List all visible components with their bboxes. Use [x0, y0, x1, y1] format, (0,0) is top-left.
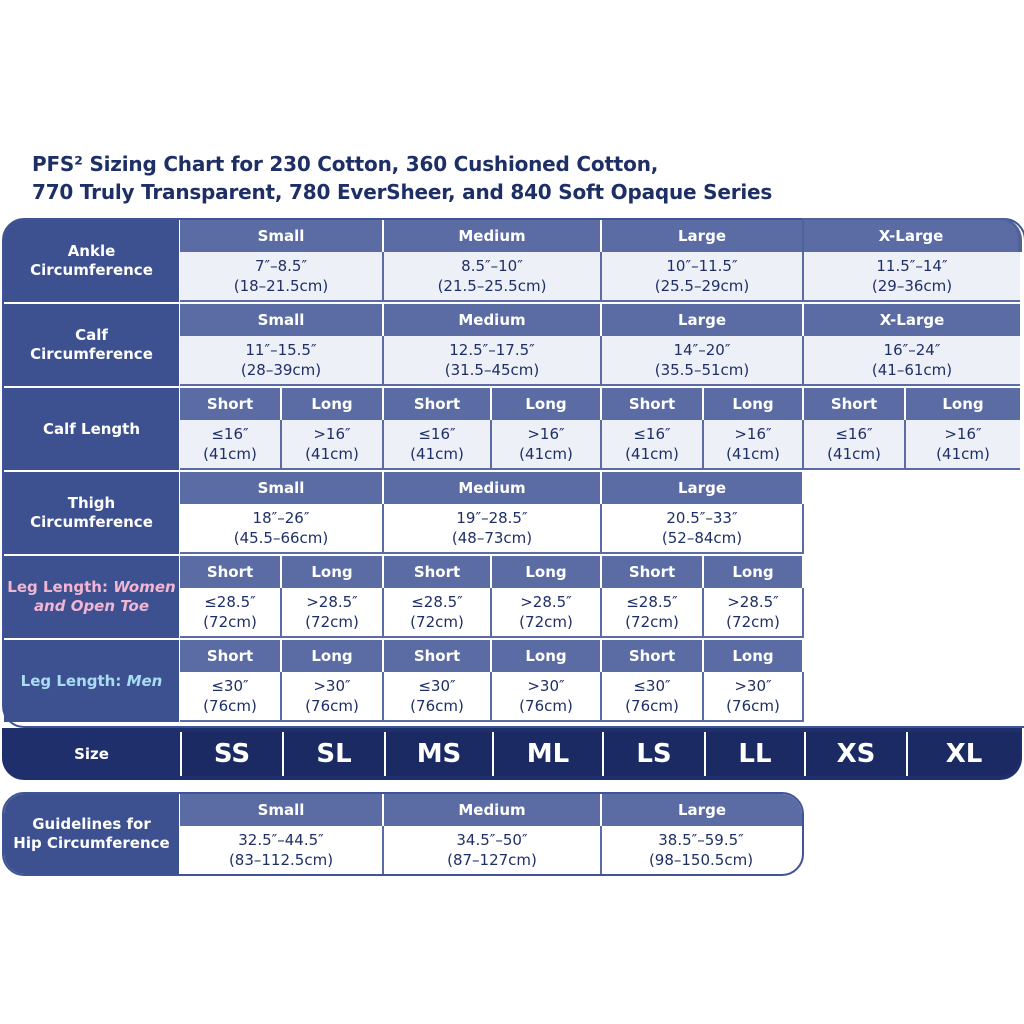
leg-women-header-3: Short: [384, 556, 490, 588]
leg-women-6-cm: (72cm): [726, 613, 780, 631]
calf-medium-cm: (31.5–45cm): [444, 361, 540, 379]
calf-length-header-medium-short: Short: [384, 388, 490, 420]
hip-header-large: Large: [602, 794, 802, 826]
ankle-xlarge-in: 11.5″–14″: [876, 257, 948, 275]
size-code-ll: LL: [704, 732, 804, 776]
calf-label-line-2: Circumference: [30, 345, 153, 363]
calf-length-3-in: ≤16″: [418, 425, 456, 443]
calf-length-value-1: [180, 420, 282, 470]
leg-men-2-in: >30″: [313, 677, 351, 695]
thigh-value-small: [180, 504, 384, 554]
ankle-small-in: 7″–8.5″: [254, 257, 308, 275]
calf-length-6-cm: (41cm): [726, 445, 780, 463]
ankle-value-large: [602, 252, 804, 302]
calf-length-value-2: [282, 420, 384, 470]
calf-length-header-small-short: Short: [180, 388, 280, 420]
calf-xlarge-in: 16″–24″: [883, 341, 941, 359]
hip-large-cm: (98–150.5cm): [648, 851, 754, 869]
leg-men-value-3: [384, 672, 492, 722]
leg-women-1-cm: (72cm): [203, 613, 257, 631]
calf-header-xlarge: X-Large: [804, 304, 1020, 336]
thigh-small-cm: (45.5–66cm): [233, 529, 329, 547]
calf-length-label: Calf Length: [42, 419, 141, 438]
leg-men-label-italic: Men: [126, 671, 163, 690]
calf-value-medium: [384, 336, 602, 386]
ankle-large-in: 10″–11.5″: [666, 257, 738, 275]
thigh-medium-cm: (48–73cm): [451, 529, 533, 547]
ankle-row-label: [4, 220, 179, 304]
ankle-header-large: Large: [602, 220, 802, 252]
calf-length-value-4: [492, 420, 602, 470]
calf-small-in: 11″–15.5″: [245, 341, 317, 359]
thigh-medium-in: 19″–28.5″: [456, 509, 528, 527]
calf-large-cm: (35.5–51cm): [654, 361, 750, 379]
leg-women-header-4: Long: [492, 556, 600, 588]
leg-women-3-in: ≤28.5″: [411, 593, 463, 611]
calf-medium-in: 12.5″–17.5″: [449, 341, 535, 359]
chart-title-line-2: 770 Truly Transparent, 780 EverSheer, and 840 Soft Opaque Series: [32, 180, 773, 204]
ankle-large-cm: (25.5–29cm): [654, 277, 750, 295]
leg-women-header-5: Short: [602, 556, 702, 588]
ankle-value-medium: [384, 252, 602, 302]
thigh-value-medium: [384, 504, 602, 554]
hip-header-medium: Medium: [384, 794, 600, 826]
calf-large-in: 14″–20″: [673, 341, 731, 359]
leg-length-men-row-label: [4, 640, 179, 722]
thigh-row-label: [4, 472, 179, 556]
calf-header-large: Large: [602, 304, 802, 336]
calf-length-header-large-long: Long: [704, 388, 802, 420]
calf-length-value-7: [804, 420, 906, 470]
calf-length-6-in: >16″: [734, 425, 772, 443]
leg-women-2-in: >28.5″: [306, 593, 358, 611]
leg-men-header-5: Short: [602, 640, 702, 672]
calf-length-7-cm: (41cm): [827, 445, 881, 463]
leg-men-value-1: [180, 672, 282, 722]
ankle-header-small: Small: [180, 220, 382, 252]
leg-men-header-6: Long: [704, 640, 802, 672]
size-label: Size: [74, 745, 109, 763]
calf-length-8-cm: (41cm): [936, 445, 990, 463]
calf-length-value-6: [704, 420, 804, 470]
leg-men-1-cm: (76cm): [203, 697, 257, 715]
thigh-label-line-2: Circumference: [30, 513, 153, 531]
leg-women-6-in: >28.5″: [727, 593, 779, 611]
thigh-header-small: Small: [180, 472, 382, 504]
size-code-ms: MS: [384, 732, 492, 776]
calf-header-small: Small: [180, 304, 382, 336]
leg-women-4-cm: (72cm): [519, 613, 573, 631]
calf-length-1-in: ≤16″: [211, 425, 249, 443]
calf-small-cm: (28–39cm): [240, 361, 322, 379]
leg-men-3-in: ≤30″: [418, 677, 456, 695]
thigh-small-in: 18″–26″: [252, 509, 310, 527]
calf-label-line-1: Calf: [75, 326, 108, 344]
thigh-header-large: Large: [602, 472, 802, 504]
ankle-header-xlarge: X-Large: [804, 220, 1018, 252]
calf-length-header-large-short: Short: [602, 388, 702, 420]
leg-men-4-in: >30″: [527, 677, 565, 695]
leg-women-5-in: ≤28.5″: [626, 593, 678, 611]
leg-men-value-2: [282, 672, 384, 722]
size-code-ml: ML: [492, 732, 602, 776]
calf-row-label: [4, 304, 179, 388]
leg-women-header-1: Short: [180, 556, 280, 588]
ankle-value-small: [180, 252, 384, 302]
calf-length-value-5: [602, 420, 704, 470]
leg-men-5-cm: (76cm): [625, 697, 679, 715]
leg-women-value-5: [602, 588, 704, 638]
leg-women-value-1: [180, 588, 282, 638]
thigh-value-large: [602, 504, 804, 554]
calf-value-large: [602, 336, 804, 386]
size-code-xs: XS: [804, 732, 906, 776]
leg-men-5-in: ≤30″: [633, 677, 671, 695]
calf-xlarge-cm: (41–61cm): [871, 361, 953, 379]
calf-length-3-cm: (41cm): [410, 445, 464, 463]
leg-women-value-2: [282, 588, 384, 638]
ankle-xlarge-cm: (29–36cm): [871, 277, 953, 295]
leg-women-value-4: [492, 588, 602, 638]
leg-men-6-in: >30″: [734, 677, 772, 695]
leg-women-3-cm: (72cm): [410, 613, 464, 631]
leg-women-value-6: [704, 588, 804, 638]
ankle-medium-in: 8.5″–10″: [461, 257, 523, 275]
hip-value-medium: [384, 826, 602, 874]
calf-length-header-xlarge-long: Long: [906, 388, 1020, 420]
calf-value-small: [180, 336, 384, 386]
leg-men-2-cm: (76cm): [305, 697, 359, 715]
hip-medium-cm: (87–127cm): [447, 851, 537, 869]
ankle-value-xlarge: [804, 252, 1020, 302]
leg-men-header-2: Long: [282, 640, 382, 672]
leg-men-value-5: [602, 672, 704, 722]
leg-men-1-in: ≤30″: [211, 677, 249, 695]
calf-length-5-cm: (41cm): [625, 445, 679, 463]
ankle-header-medium: Medium: [384, 220, 600, 252]
calf-length-value-8: [906, 420, 1020, 470]
calf-length-header-xlarge-short: Short: [804, 388, 904, 420]
ankle-medium-cm: (21.5–25.5cm): [437, 277, 547, 295]
calf-header-medium: Medium: [384, 304, 600, 336]
leg-women-label-italic-1: Women: [113, 578, 176, 596]
hip-label-line-1: Guidelines for: [32, 815, 151, 833]
leg-women-header-2: Long: [282, 556, 382, 588]
hip-header-small: Small: [180, 794, 382, 826]
leg-men-4-cm: (76cm): [519, 697, 573, 715]
leg-women-5-cm: (72cm): [625, 613, 679, 631]
size-code-xl: XL: [906, 732, 1020, 776]
calf-length-4-in: >16″: [527, 425, 565, 443]
calf-length-row-label: [4, 388, 179, 472]
leg-women-value-3: [384, 588, 492, 638]
hip-large-in: 38.5″–59.5″: [658, 831, 744, 849]
size-code-sl: SL: [282, 732, 384, 776]
thigh-header-medium: Medium: [384, 472, 600, 504]
ankle-small-cm: (18–21.5cm): [233, 277, 329, 295]
leg-men-6-cm: (76cm): [726, 697, 780, 715]
leg-men-header-4: Long: [492, 640, 600, 672]
hip-small-cm: (83–112.5cm): [228, 851, 334, 869]
leg-men-value-6: [704, 672, 804, 722]
size-code-ls: LS: [602, 732, 704, 776]
leg-women-1-in: ≤28.5″: [204, 593, 256, 611]
size-code-ss: SS: [180, 732, 282, 776]
leg-women-2-cm: (72cm): [305, 613, 359, 631]
leg-women-4-in: >28.5″: [520, 593, 572, 611]
leg-men-3-cm: (76cm): [410, 697, 464, 715]
calf-length-2-in: >16″: [313, 425, 351, 443]
calf-value-xlarge: [804, 336, 1020, 386]
calf-length-5-in: ≤16″: [633, 425, 671, 443]
leg-men-header-1: Short: [180, 640, 280, 672]
chart-title-line-1: PFS² Sizing Chart for 230 Cotton, 360 Cushioned Cotton,: [32, 152, 659, 176]
hip-value-small: [180, 826, 384, 874]
thigh-label-line-1: Thigh: [67, 494, 116, 512]
calf-length-4-cm: (41cm): [519, 445, 573, 463]
ankle-label-line-2: Circumference: [30, 261, 153, 279]
calf-length-value-3: [384, 420, 492, 470]
thigh-large-in: 20.5″–33″: [666, 509, 738, 527]
leg-length-women-row-label: [4, 556, 179, 640]
chart-title: [32, 150, 932, 206]
calf-length-7-in: ≤16″: [835, 425, 873, 443]
calf-length-8-in: >16″: [944, 425, 982, 443]
hip-row-label: [4, 794, 179, 874]
hip-medium-in: 34.5″–50″: [456, 831, 528, 849]
calf-length-header-small-long: Long: [282, 388, 382, 420]
leg-women-label-italic-2: and Open Toe: [33, 597, 150, 615]
hip-small-in: 32.5″–44.5″: [238, 831, 324, 849]
hip-label-line-2: Hip Circumference: [13, 834, 170, 852]
thigh-large-cm: (52–84cm): [661, 529, 743, 547]
leg-men-label-main: Leg Length:: [20, 671, 122, 690]
leg-men-value-4: [492, 672, 602, 722]
calf-length-1-cm: (41cm): [203, 445, 257, 463]
calf-length-header-medium-long: Long: [492, 388, 600, 420]
leg-women-label-main: Leg Length:: [7, 578, 108, 596]
leg-men-header-3: Short: [384, 640, 490, 672]
leg-women-header-6: Long: [704, 556, 802, 588]
ankle-label-line-1: Ankle: [67, 242, 116, 260]
hip-value-large: [602, 826, 800, 874]
calf-length-2-cm: (41cm): [305, 445, 359, 463]
